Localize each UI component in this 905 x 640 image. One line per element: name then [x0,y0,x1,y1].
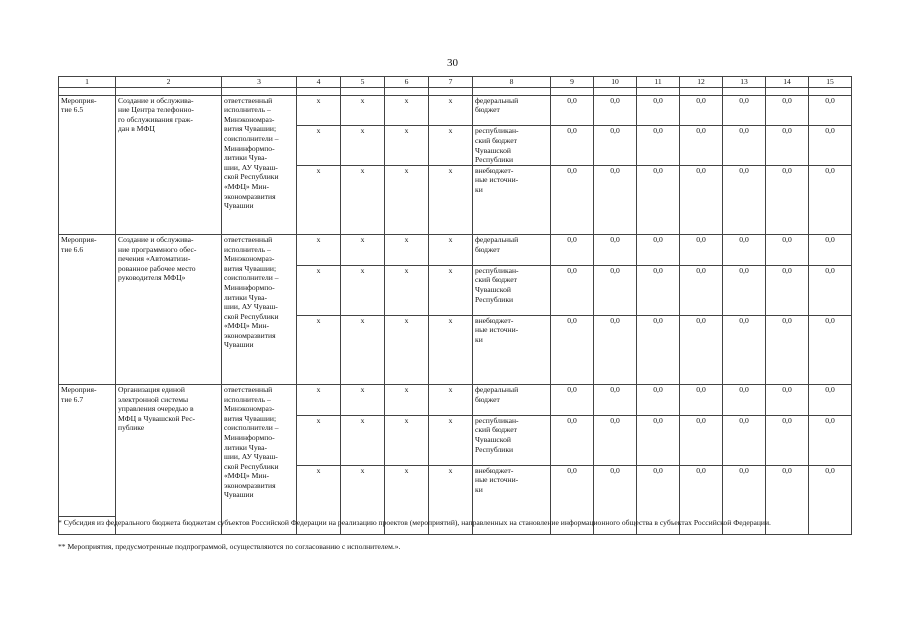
column-number: 1 [59,77,116,88]
period-marker: x [429,95,473,126]
funding-value: 0,0 [551,165,594,234]
funding-source: республикан- ский бюджет Чувашской Республики [473,126,551,165]
period-marker: x [385,165,429,234]
spacer-row [59,87,852,95]
funding-source: федеральный бюджет [473,384,551,415]
footnote-rule [58,516,116,517]
funding-value: 0,0 [680,265,723,315]
funding-value: 0,0 [594,415,637,465]
period-marker: x [385,465,429,534]
funding-value: 0,0 [809,234,852,265]
funding-value: 0,0 [809,384,852,415]
column-number: 11 [637,77,680,88]
period-marker: x [341,165,385,234]
measure-code: Мероприя- тие 6.6 [59,234,116,384]
period-marker: x [429,315,473,384]
funding-source: республикан- ский бюджет Чувашской Республики [473,415,551,465]
footnote-2: ** Мероприятия, предусмотренные подпрограммой, осуществляются по согласованию с исполнителем.». [58,542,401,551]
table-row [59,234,852,265]
funding-value: 0,0 [637,465,680,534]
measure-title: Организация единой электронной системы управления очередью в МФЦ в Чувашской Рес- публике [116,384,222,534]
funding-value: 0,0 [723,315,766,384]
funding-value: 0,0 [723,265,766,315]
period-marker: x [429,465,473,534]
column-number: 10 [594,77,637,88]
funding-value: 0,0 [766,265,809,315]
funding-value: 0,0 [637,415,680,465]
column-number: 5 [341,77,385,88]
column-number: 3 [222,77,297,88]
funding-value: 0,0 [723,465,766,534]
funding-value: 0,0 [594,465,637,534]
funding-value: 0,0 [766,126,809,165]
funding-value: 0,0 [594,234,637,265]
measures-table [58,76,852,535]
measure-responsible: ответственный исполнитель – Минэкономраз- вития Чувашии; соисполнители – Мининформпо- литики Чува- шии, АУ Чуваш- ской Республики «МФЦ» Мин- экономразвития Чувашии [222,95,297,234]
table-row [59,95,852,126]
funding-value: 0,0 [551,95,594,126]
column-number-row [59,77,852,88]
funding-value: 0,0 [594,384,637,415]
period-marker: x [341,415,385,465]
funding-value: 0,0 [723,415,766,465]
column-number: 2 [116,77,222,88]
funding-value: 0,0 [809,126,852,165]
funding-value: 0,0 [680,126,723,165]
funding-value: 0,0 [594,315,637,384]
funding-value: 0,0 [551,126,594,165]
period-marker: x [385,384,429,415]
funding-value: 0,0 [723,384,766,415]
funding-value: 0,0 [637,265,680,315]
funding-value: 0,0 [637,95,680,126]
funding-value: 0,0 [809,465,852,534]
period-marker: x [297,265,341,315]
funding-value: 0,0 [680,165,723,234]
period-marker: x [297,465,341,534]
funding-value: 0,0 [551,384,594,415]
funding-source: внебюджет- ные источни- ки [473,465,551,534]
funding-value: 0,0 [637,315,680,384]
period-marker: x [385,126,429,165]
measure-title: Создание и обслужива- ние программного обес- печения «Автоматизи- рованное рабочее место руководителя МФЦ» [116,234,222,384]
column-number: 12 [680,77,723,88]
period-marker: x [429,165,473,234]
funding-value: 0,0 [551,234,594,265]
period-marker: x [297,384,341,415]
funding-value: 0,0 [723,165,766,234]
column-number: 14 [766,77,809,88]
period-marker: x [385,315,429,384]
period-marker: x [429,126,473,165]
measure-code: Мероприя- тие 6.7 [59,384,116,534]
period-marker: x [297,234,341,265]
period-marker: x [429,384,473,415]
period-marker: x [297,415,341,465]
period-marker: x [341,126,385,165]
column-number: 6 [385,77,429,88]
funding-source: внебюджет- ные источни- ки [473,315,551,384]
funding-value: 0,0 [809,265,852,315]
funding-value: 0,0 [723,126,766,165]
funding-value: 0,0 [680,384,723,415]
funding-value: 0,0 [594,165,637,234]
footnote-1-text: * Субсидия из федерального бюджета бюджетам субъектов Российской Федерации на реализацию проектов (мероприятий), направленных на становление информационного общества в субъектах Российской Федерации. [58,518,771,527]
funding-value: 0,0 [594,126,637,165]
funding-value: 0,0 [551,265,594,315]
page-number: 30 [447,57,458,69]
period-marker: x [385,234,429,265]
funding-value: 0,0 [551,315,594,384]
period-marker: x [297,95,341,126]
column-number: 8 [473,77,551,88]
period-marker: x [385,95,429,126]
column-number: 13 [723,77,766,88]
footnote-1 [58,518,845,528]
funding-value: 0,0 [723,234,766,265]
funding-value: 0,0 [766,384,809,415]
measure-responsible: ответственный исполнитель – Минэкономраз- вития Чувашии; соисполнители – Мининформпо- литики Чува- шии, АУ Чуваш- ской Республики «МФЦ» Мин- экономразвития Чувашии [222,384,297,534]
column-number: 4 [297,77,341,88]
period-marker: x [297,165,341,234]
funding-value: 0,0 [551,415,594,465]
period-marker: x [385,265,429,315]
funding-value: 0,0 [594,265,637,315]
funding-value: 0,0 [637,384,680,415]
funding-value: 0,0 [637,165,680,234]
period-marker: x [429,234,473,265]
measure-responsible: ответственный исполнитель – Минэкономраз- вития Чувашии; соисполнители – Мининформпо- литики Чува- шии, АУ Чуваш- ской Республики «МФЦ» Мин- экономразвития Чувашии [222,234,297,384]
funding-value: 0,0 [680,415,723,465]
funding-value: 0,0 [723,95,766,126]
period-marker: x [297,315,341,384]
period-marker: x [385,415,429,465]
period-marker: x [341,265,385,315]
funding-value: 0,0 [766,465,809,534]
measure-title: Создание и обслужива- ние Центра телефонно- го обслуживания граж- дан в МФЦ [116,95,222,234]
period-marker: x [341,384,385,415]
funding-value: 0,0 [680,315,723,384]
funding-value: 0,0 [766,415,809,465]
period-marker: x [341,315,385,384]
funding-source: федеральный бюджет [473,234,551,265]
funding-source: внебюджет- ные источни- ки [473,165,551,234]
funding-value: 0,0 [809,315,852,384]
funding-value: 0,0 [637,126,680,165]
funding-value: 0,0 [680,234,723,265]
column-number: 7 [429,77,473,88]
period-marker: x [429,415,473,465]
column-number: 9 [551,77,594,88]
funding-source: федеральный бюджет [473,95,551,126]
funding-value: 0,0 [680,95,723,126]
period-marker: x [429,265,473,315]
funding-value: 0,0 [766,315,809,384]
table-body [59,77,852,535]
period-marker: x [297,126,341,165]
funding-value: 0,0 [680,465,723,534]
funding-value: 0,0 [809,415,852,465]
column-number: 15 [809,77,852,88]
funding-value: 0,0 [809,165,852,234]
funding-value: 0,0 [594,95,637,126]
funding-value: 0,0 [766,234,809,265]
table-row [59,384,852,415]
period-marker: x [341,95,385,126]
funding-value: 0,0 [809,95,852,126]
measure-code: Мероприя- тие 6.5 [59,95,116,234]
funding-value: 0,0 [766,95,809,126]
period-marker: x [341,465,385,534]
funding-value: 0,0 [637,234,680,265]
funding-value: 0,0 [551,465,594,534]
funding-source: республикан- ский бюджет Чувашской Республики [473,265,551,315]
period-marker: x [341,234,385,265]
funding-value: 0,0 [766,165,809,234]
